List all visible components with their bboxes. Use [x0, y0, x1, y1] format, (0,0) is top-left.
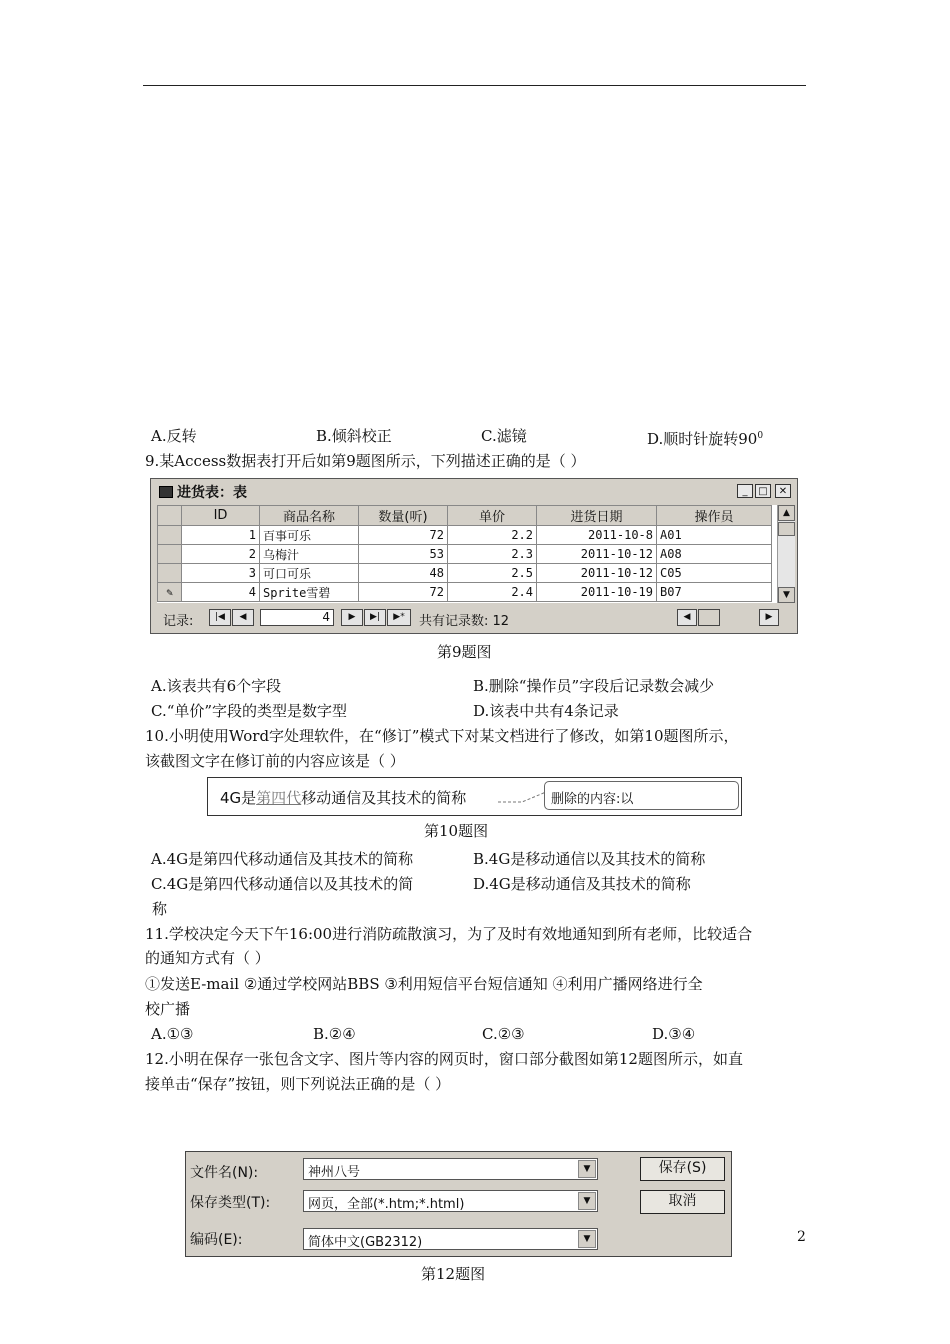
scroll-right-icon[interactable]: ▶ — [759, 609, 779, 626]
table-cell[interactable]: 3 — [182, 564, 260, 583]
scroll-up-icon[interactable]: ▲ — [778, 505, 795, 521]
filename-input[interactable] — [303, 1158, 598, 1180]
table-cell[interactable]: 可口可乐 — [260, 564, 359, 583]
record-navigation-bar — [157, 607, 793, 629]
table-icon — [159, 486, 173, 498]
column-header[interactable]: ID — [182, 506, 260, 526]
datasheet-grid — [157, 505, 777, 603]
last-record-icon[interactable]: ▶| — [364, 609, 386, 626]
table-cell[interactable]: 乌梅汁 — [260, 545, 359, 564]
q12-stem-line1: 12.小明在保存一张包含文字、图片等内容的网页时，窗口部分截图如第12题图所示，如直 — [145, 1050, 743, 1068]
q12-caption: 第12题图 — [421, 1265, 486, 1283]
q9-option-d: D.该表中共有4条记录 — [473, 702, 619, 720]
header-row — [158, 506, 772, 526]
encoding-value: 简体中文(GB2312) — [308, 1235, 423, 1250]
scroll-thumb[interactable] — [778, 522, 795, 536]
current-record-field[interactable]: 4 — [260, 609, 334, 626]
column-header[interactable]: 单价 — [448, 506, 537, 526]
window-titlebar — [153, 481, 795, 501]
save-type-value: 网页，全部(*.htm;*.html) — [308, 1197, 465, 1212]
q11-items-line1: ①发送E-mail ②通过学校网站BBS ③利用短信平台短信通知 ④利用广播网络进行全 — [145, 975, 703, 993]
table-cell[interactable]: 1 — [182, 526, 260, 545]
encoding-select[interactable] — [303, 1228, 598, 1250]
h-scroll-thumb[interactable] — [698, 609, 720, 626]
q11-option-d: D.③④ — [652, 1025, 696, 1043]
page-number: 2 — [797, 1229, 806, 1245]
q10-stem-line2: 该截图文字在修订前的内容应该是（ ） — [145, 752, 405, 770]
window-title: 进货表：表 — [177, 485, 247, 501]
datasheet-table — [157, 505, 772, 602]
type-label: 保存类型(T): — [190, 1195, 271, 1211]
encoding-label: 编码(E): — [190, 1232, 243, 1248]
q11-option-c: C.②③ — [482, 1025, 525, 1043]
chevron-down-icon[interactable]: ▼ — [578, 1230, 596, 1248]
table-cell[interactable]: 2011-10-12 — [537, 564, 657, 583]
column-header[interactable]: 操作员 — [657, 506, 772, 526]
revision-text — [220, 787, 466, 808]
table-cell[interactable]: Sprite雪碧 — [260, 583, 359, 602]
first-record-icon[interactable]: |◀ — [209, 609, 231, 626]
deletion-balloon — [544, 781, 739, 810]
table-cell[interactable]: 2011-10-19 — [537, 583, 657, 602]
table-row[interactable] — [158, 583, 772, 602]
column-header[interactable]: 商品名称 — [260, 506, 359, 526]
q8-option-b: B.倾斜校正 — [316, 427, 392, 445]
q10-stem-line1: 10.小明使用Word字处理软件，在“修订”模式下对某文档进行了修改，如第10题图所示， — [145, 727, 739, 745]
save-dialog — [185, 1151, 732, 1257]
q10-option-c-wrap: 称 — [152, 900, 168, 918]
q9-option-c: C.“单价”字段的类型是数字型 — [151, 702, 348, 720]
vertical-scrollbar[interactable] — [777, 505, 795, 603]
table-cell[interactable]: A01 — [657, 526, 772, 545]
q8-option-a: A.反转 — [151, 427, 197, 445]
corner-cell[interactable] — [158, 506, 182, 526]
balloon-text: 删除的内容:以 — [551, 792, 634, 807]
table-row[interactable] — [158, 545, 772, 564]
inserted-text: 第四代 — [256, 789, 302, 807]
q11-stem-line1: 11.学校决定今天下午16:00进行消防疏散演习，为了及时有效地通知到所有老师，比较适合 — [145, 925, 753, 943]
table-cell[interactable]: 72 — [359, 526, 448, 545]
q11-items-line2: 校广播 — [145, 1000, 191, 1018]
q11-option-b: B.②④ — [313, 1025, 356, 1043]
q9-stem: 9.某Access数据表打开后如第9题图所示，下列描述正确的是（ ） — [145, 452, 586, 470]
prev-record-icon[interactable]: ◀ — [232, 609, 254, 626]
table-cell[interactable]: 4 — [182, 583, 260, 602]
q12-stem-line2: 接单击“保存”按钮，则下列说法正确的是（ ） — [145, 1075, 451, 1093]
table-cell[interactable]: A08 — [657, 545, 772, 564]
filename-value: 神州八号 — [308, 1165, 361, 1180]
record-total: 共有记录数: 12 — [419, 614, 510, 629]
q8-option-d: D.顺时针旋转$90^0$ — [647, 430, 764, 448]
q10-option-b: B.4G是移动通信以及其技术的简称 — [473, 850, 706, 868]
q11-option-a: A.①③ — [151, 1025, 194, 1043]
column-header[interactable]: 数量(听) — [359, 506, 448, 526]
chevron-down-icon[interactable]: ▼ — [578, 1160, 596, 1178]
maximize-icon[interactable]: □ — [755, 484, 771, 498]
q9-option-a: A.该表共有6个字段 — [151, 677, 282, 695]
row-selector[interactable] — [158, 545, 182, 564]
table-cell[interactable]: C05 — [657, 564, 772, 583]
q9-option-b: B.删除“操作员”字段后记录数会减少 — [473, 677, 715, 695]
column-header[interactable]: 进货日期 — [537, 506, 657, 526]
header-rule — [143, 85, 806, 86]
text-before: 4G是 — [220, 789, 257, 807]
chevron-down-icon[interactable]: ▼ — [578, 1192, 596, 1210]
q10-caption: 第10题图 — [424, 822, 489, 840]
table-cell[interactable]: 2011-10-8 — [537, 526, 657, 545]
access-table-window — [150, 478, 798, 634]
table-cell[interactable]: 2.2 — [448, 526, 537, 545]
table-cell[interactable]: 百事可乐 — [260, 526, 359, 545]
table-cell[interactable]: 2 — [182, 545, 260, 564]
q8-option-c: C.滤镜 — [481, 427, 527, 445]
q11-stem-line2: 的通知方式有（ ） — [145, 949, 270, 967]
table-cell[interactable]: 72 — [359, 583, 448, 602]
scroll-down-icon[interactable]: ▼ — [778, 587, 795, 603]
new-record-icon[interactable]: ▶* — [387, 609, 411, 626]
q10-option-d: D.4G是移动通信及其技术的简称 — [473, 875, 691, 893]
filename-label: 文件名(N): — [190, 1165, 259, 1181]
revision-connector — [498, 790, 548, 804]
q10-option-a: A.4G是第四代移动通信及其技术的简称 — [151, 850, 414, 868]
word-revision-figure — [207, 777, 742, 816]
save-type-select[interactable] — [303, 1190, 598, 1212]
scroll-left-icon[interactable]: ◀ — [677, 609, 697, 626]
table-row[interactable] — [158, 526, 772, 545]
table-cell[interactable]: 2.4 — [448, 583, 537, 602]
table-row[interactable] — [158, 564, 772, 583]
table-cell[interactable]: 53 — [359, 545, 448, 564]
table-cell[interactable]: 48 — [359, 564, 448, 583]
record-label: 记录: — [163, 614, 194, 629]
minimize-icon[interactable]: _ — [737, 484, 753, 498]
table-cell[interactable]: 2.3 — [448, 545, 537, 564]
q9-caption: 第9题图 — [437, 643, 492, 661]
close-icon[interactable]: ✕ — [775, 484, 791, 498]
q10-option-c: C.4G是第四代移动通信以及其技术的简 — [151, 875, 414, 893]
table-cell[interactable]: 2011-10-12 — [537, 545, 657, 564]
text-after: 移动通信及其技术的简称 — [301, 789, 467, 807]
save-button[interactable]: 保存(S) — [640, 1157, 725, 1181]
table-cell[interactable]: 2.5 — [448, 564, 537, 583]
cancel-button[interactable]: 取消 — [640, 1190, 725, 1214]
pencil-icon[interactable]: ✎ — [158, 583, 182, 602]
row-selector[interactable] — [158, 564, 182, 583]
row-selector[interactable] — [158, 526, 182, 545]
next-record-icon[interactable]: ▶ — [341, 609, 363, 626]
table-cell[interactable]: B07 — [657, 583, 772, 602]
